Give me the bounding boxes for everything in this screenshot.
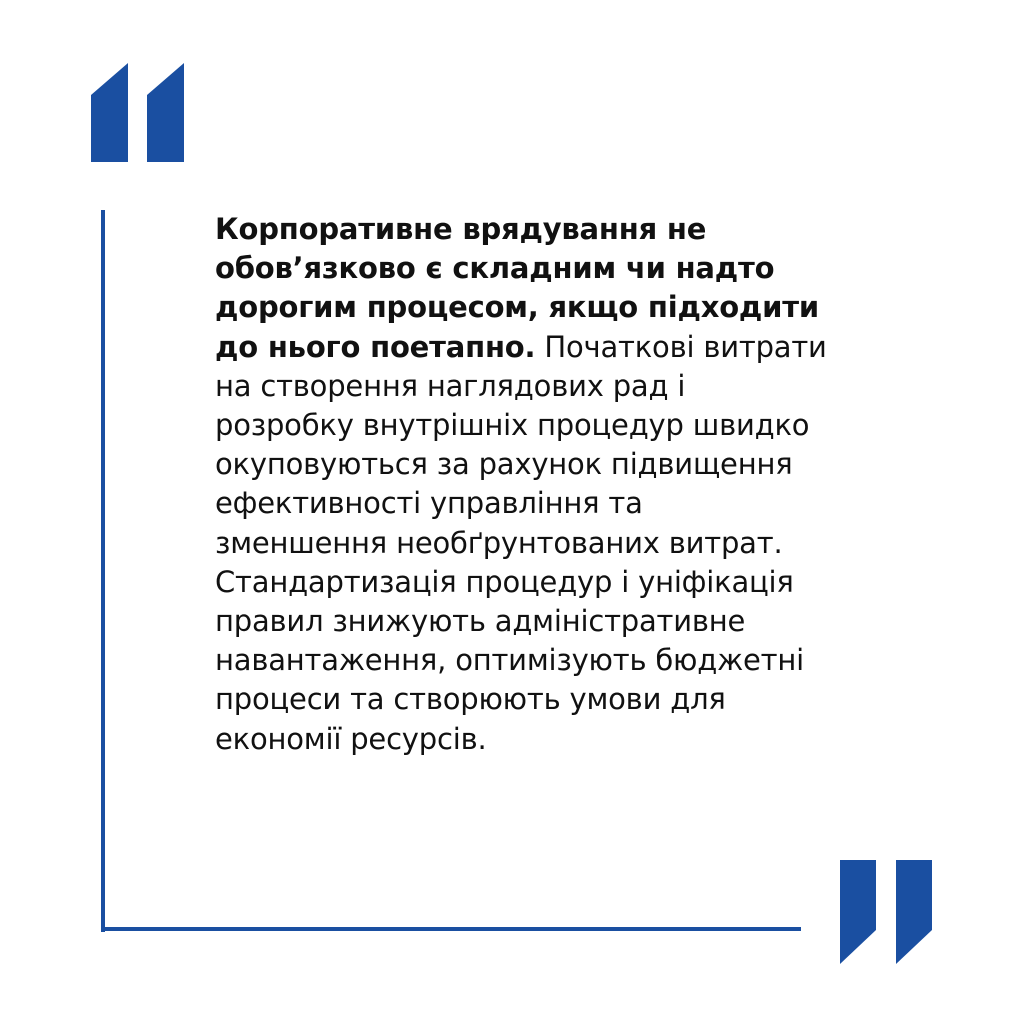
body-line: ефективності управління та [215,486,643,521]
opening-quotation-mark-icon [88,60,188,165]
emphasis-line: дорогим процесом, якщо підходити [215,290,819,325]
quote-text [215,210,855,759]
body-line: навантаження, оптимізують бюджетні [215,643,804,678]
emphasis-line: Корпоративне врядування не [215,212,707,246]
body-line: економії ресурсів. [215,721,487,756]
frame-vertical-line [101,210,105,932]
emphasis-line: обов’язково є складним чи надто [215,251,775,286]
body-line-start: Початкові витрати [544,329,827,364]
body-line: зменшення необґрунтованих витрат. [215,525,783,560]
emphasis-line-end: до нього поетапно. [215,329,536,364]
body-line: правил знижують адміністративне [215,604,746,639]
opening-quote-left-stroke [91,63,128,162]
mixed-line [215,328,855,367]
frame-horizontal-line [101,927,801,931]
body-line: розробку внутрішніх процедур швидко [215,408,810,443]
opening-quote-right-stroke [147,63,184,162]
closing-quote-left-stroke [840,860,876,964]
body-line: на створення наглядових рад і [215,368,686,403]
body-line: окуповуються за рахунок підвищення [215,447,793,482]
body-line: Стандартизація процедур і уніфікація [215,564,794,599]
closing-quote-right-stroke [896,860,932,964]
body-line: процеси та створюють умови для [215,682,726,717]
closing-quotation-mark-icon [836,858,936,966]
